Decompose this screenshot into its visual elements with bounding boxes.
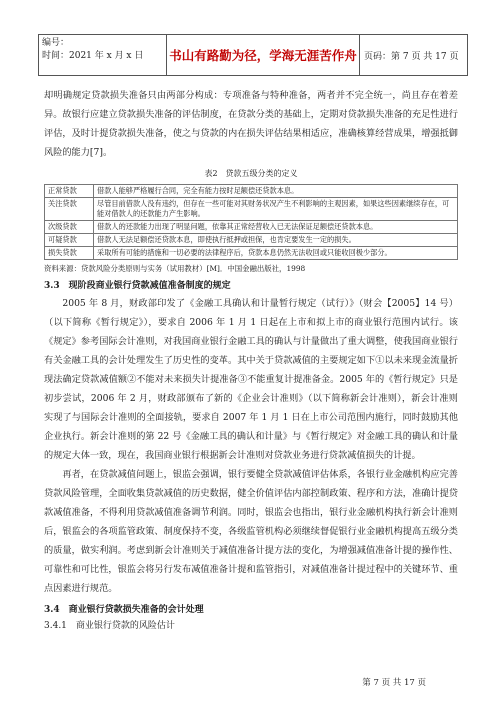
table-cell-category: 次级贷款 [45,221,94,234]
table-row [45,185,458,198]
table-cell-category: 关注贷款 [45,198,94,221]
paragraph-loss-reserve-intro: 却明确规定贷款损失准备只由两部分构成：专项准备与特种准备，两者并不完全统一，尚且存在着差异。故银行应建立贷款损失准备的评估制度，在贷款分类的基础上，定期对贷款损失准备的充足性进行评估，及时计提贷款损失准备，使之与贷款的内在损失评估结果相适应，准确核算经营成果，增强抵御风险的能力[7]。 [44,90,458,158]
table-cell-definition: 借款人的还款能力出现了明显问题，依靠其正常经营收入已无法保证足额偿还贷款本息。 [94,221,458,234]
table-caption: 表2 贷款五级分类的定义 [204,169,298,178]
table-row [45,234,458,247]
header-doc-info [39,35,167,75]
table-cell-category: 正常贷款 [45,185,94,198]
header-motto: 书山有路勤为径，学海无涯苦作舟 [167,35,360,75]
table-source-note: 资料来源：贷款风险分类原则与实务（试用教材）[M]．中国金融出版社，1998 [44,264,306,273]
doc-number-label: 编号： [42,38,70,48]
section-heading-3-4: 3.4 商业银行贷款损失准备的会计处理 [44,605,204,615]
page-footer: 第 7 页 共 17 页 [362,678,426,688]
table-row [45,198,458,221]
paragraph-regulation-history: 2005 年 8 月，财政部印发了《金融工具确认和计量暂行规定（试行）》（财会【2005】14 号）（以下简称《暂行规定》），要求自 2006 年 1 月 1 日起在上市和拟上市的商业银行范围内试行。该《规定》参考国际会计准则，对我国商业银行金融工具的确认与计量做出了重大调整，使我国商业银行有关金融工具的会计处理发生了历史性的变革。其中关于贷款减值的主要规定如下①以未来现金流量折现法确定贷款减值额②不能对未来损失计提准备③不能重复计提准备金。2005 年的《暂行规定》只是初步尝试，2006 年 2 月，财政部颁布了新的《企业会计准则》（以下简称新会计准则），新会计准则实现了与国际会计准则的全面接轨，要求自 2007 年 1 月 1 日在上市公司范围内施行，同时鼓励其他企业执行。新会计准则的第 22 号《金融工具的确认和计量》与《暂行规定》对金融工具的确认和计量的规定大体一致，现在，我国商业银行根据新会计准则对贷款业务进行贷款减值损失的计提。 [44,298,458,461]
table-cell-definition: 尽管目前借款人没有违约，但存在一些可能对其财务状况产生不利影响的主观因素，如果这些因素继续存在，可能对借款人的还款能力产生影响。 [94,198,458,221]
paragraph-cbrc-requirements: 再者，在贷款减值问题上，银监会强调，银行要健全贷款减值评估体系，各银行业金融机构应完善贷款风险管理，全面收集贷款减值的历史数据，健全价值评估内部控制政策、程序和方法，准确计提贷款减值准备，不得利用贷款减值准备调节利润。同时，银监会也指出，银行业金融机构执行新会计准则后，银监会的各项监管政策、制度保持不变，各级监管机构必须继续督促银行业金融机构提高五级分类的质量，做实利润。考虑到新会计准则关于减值准备计提方法的变化，为增强减值准备计提的操作性、可靠性和可比性，银监会将另行发布减值准备计提和监管指引，对减值准备计提过程中的关键环节、重点因素进行规范。 [44,469,458,594]
table-cell-category: 可疑贷款 [45,234,94,247]
section-heading-3-3: 3.3 现阶段商业银行贷款减值准备制度的规定 [44,281,231,291]
table-cell-definition: 采取所有可能的措施和一切必要的法律程序后，贷款本息仍然无法收回或只能收回极少部分。 [94,247,458,260]
loan-classification-table [44,184,458,260]
document-body [44,86,458,635]
table-cell-category: 损失贷款 [45,247,94,260]
table-row [45,221,458,234]
section-heading-3-4-1: 3.4.1 商业银行贷款的风险估计 [44,621,175,631]
doc-time-label: 时间：2021 年 x 月 x 日 [42,51,144,61]
table-cell-definition: 借款人无法足额偿还贷款本息，即使执行抵押或担保，也肯定要发生一定的损失。 [94,234,458,247]
table-cell-definition: 借款人能够严格履行合同，完全有能力按时足额偿还贷款本息。 [94,185,458,198]
page-header [38,34,468,76]
header-page-label: 页码：第 7 页 共 17 页 [364,51,459,62]
table-row [45,247,458,260]
